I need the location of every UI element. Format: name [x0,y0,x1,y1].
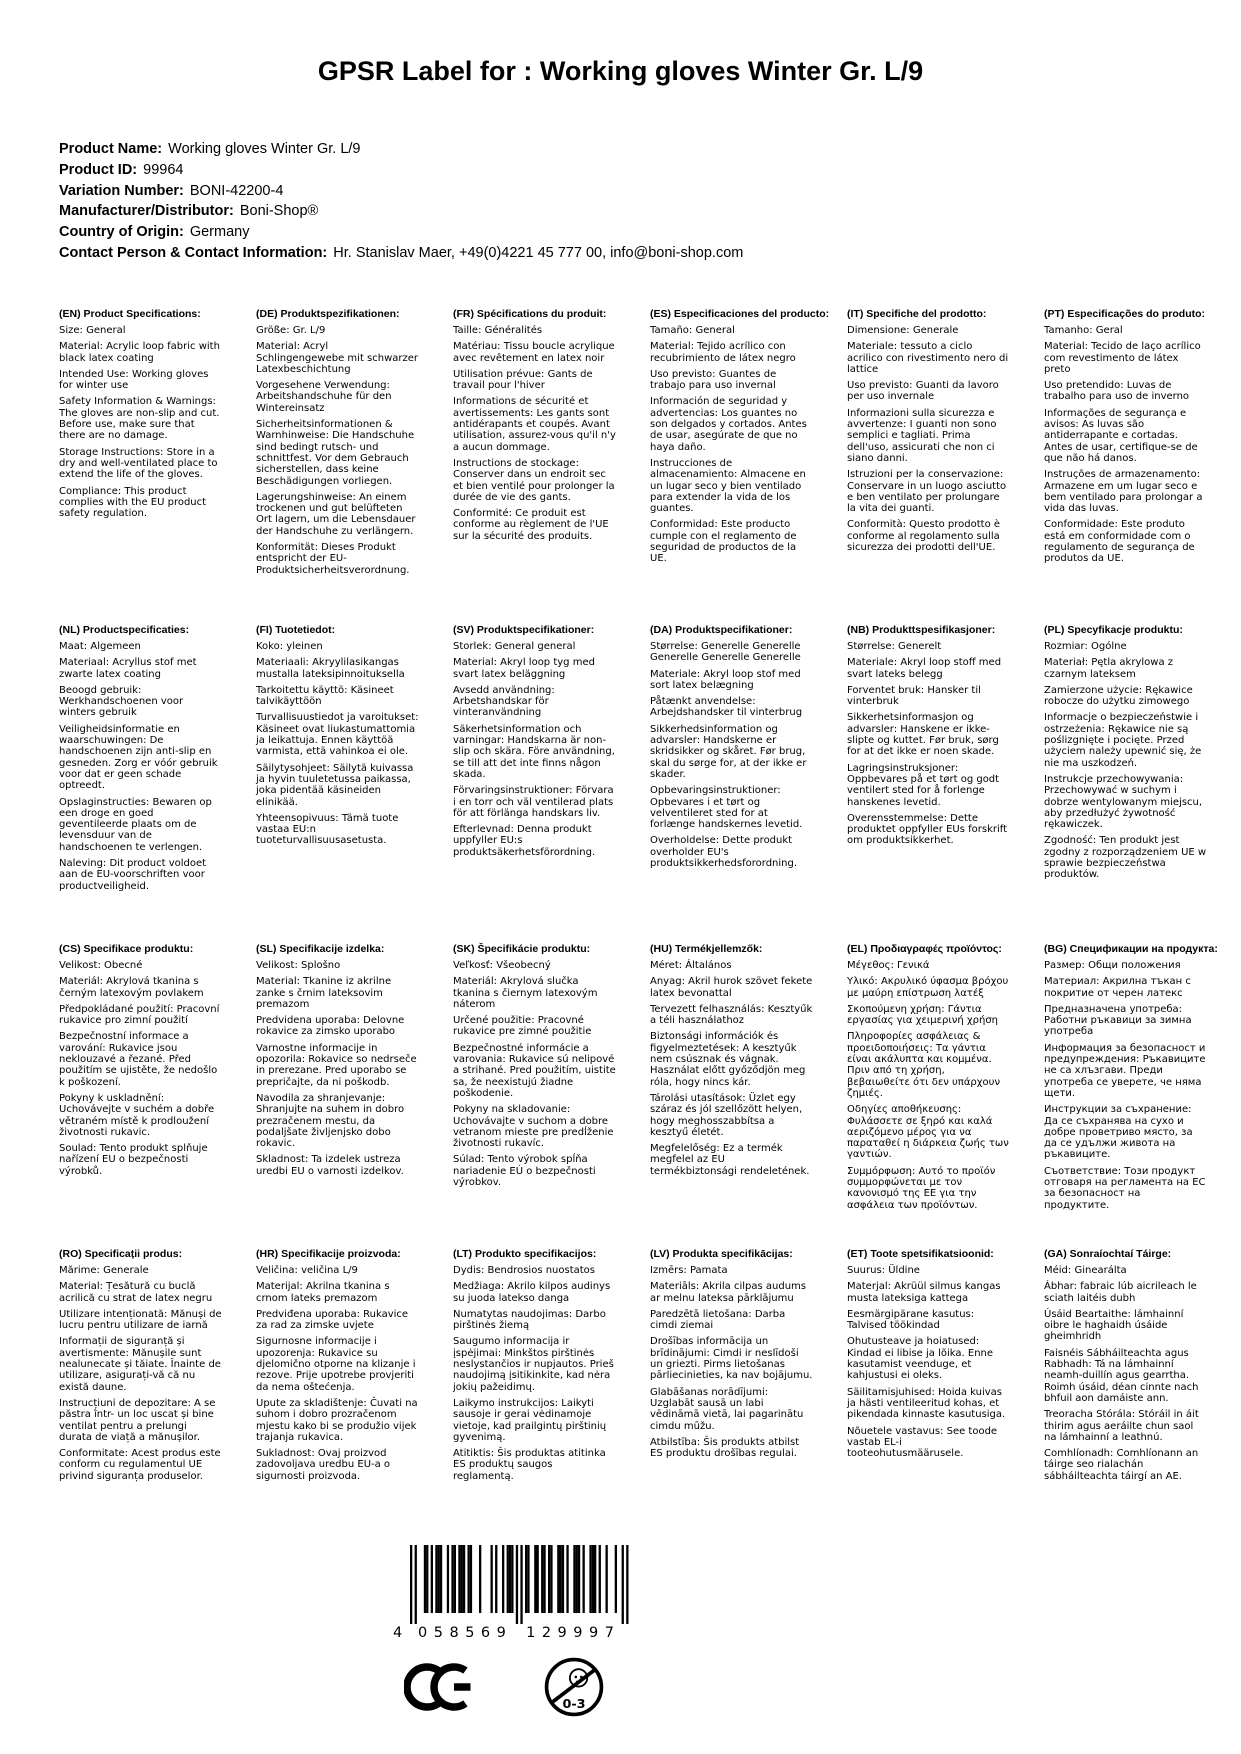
spec-item: Instruções de armazenamento: Armazene em um lugar seco e bem ventilado para prolongar a vida das luvas. [1044,469,1203,515]
spec-item: Материал: Акрилна тъкан с покритие от черен латекс [1044,976,1191,999]
spec-item: Drošības informācija un brīdinājumi: Cimdi ir neslīdoši un griezti. Pirms lietošanas pārliecinieties, ka nav bojājumu. [650,1336,813,1382]
lang-block-ro [59,1248,256,1487]
spec-item: Conformité: Ce produit est conforme au règlement de l'UE sur la sécurité des produits. [453,508,609,542]
lang-block-it [847,308,1044,624]
lang-heading: (NL) Productspecificaties: [59,624,190,636]
spec-item: Paredzētā lietošana: Darba cimdi ziemai [650,1308,786,1332]
spec-item: Størrelse: Generelt [847,641,942,652]
product-info-row [59,139,743,160]
product-info-label: Contact Person & Contact Information: [59,244,328,261]
lang-heading: (NB) Produkttspesifikasjoner: [847,624,996,636]
product-info-value: Germany [189,224,250,241]
spec-item: Conformidade: Este produto está em conformidade com o regulamento de segurança de produtos da UE. [1044,519,1195,565]
spec-item: Beoogd gebruik: Werkhandschoenen voor winters gebruik [59,684,184,719]
spec-item: Pokyny na skladovanie: Uchovávajte v suchom a dobre vetranom mieste pre predĺženie životnosti rukavíc. [453,1104,614,1150]
spec-item: Πληροφορίες ασφάλειας & προειδοποιήσεις: Τα γάντια είναι ακάλυπτα και κομμένα. Πριν από τη χρήση, βεβαιωθείτε ότι δεν υπάρχουν ζημιές. [847,1031,1001,1099]
spec-item: Materijal: Akrilna tkanina s crnom lateks premazom [256,1281,390,1304]
spec-item: Laikymo instrukcijos: Laikyti sausoje ir gerai vėdinamoje vietoje, kad prailgintų pirštinių gyvenimą. [453,1397,607,1443]
spec-item: Ábhar: fabraic lúb aicrileach le sciath laitéis dubh [1044,1281,1197,1304]
spec-item: Størrelse: Generelle Generelle Generelle Generelle Generelle [650,641,801,664]
spec-item: Materiał: Pętla akrylowa z czarnym lateksem [1044,657,1174,680]
spec-item: Υλικό: Ακρυλικό ύφασμα βρόχου με μαύρη επίστρωση λατέξ [847,976,1009,999]
spec-item: Instructions de stockage: Conserver dans un endroit sec et bien ventilé pour prolonger la durée de vie des gants. [453,457,615,503]
spec-item: Storage Instructions: Store in a dry and well-ventilated place to extend the life of the gloves. [59,446,218,481]
spec-item: Säkerhetsinformation och varningar: Handskarna är non-slip och skära. Före användning, se till att det inte finns någon skada. [453,723,615,780]
spec-item: Size: General [59,325,126,336]
age-warning-0-3-icon [542,1655,606,1719]
spec-item: Lagringsinstruksjoner: Oppbevares på et tørt og godt ventilert sted for å forlenge hanskenes levetid. [847,762,1000,808]
product-info-row [59,243,743,264]
barcode-digit-first: 4 [393,1625,403,1641]
spec-item: Faisnéis Sábháilteachta agus Rabhadh: Tá na lámhainní neamh-duillín agus gearrtha. Roimh úsáid, déan cinnte nach bhfuil aon damáiste ann. [1044,1347,1199,1404]
spec-item: Mărime: Generale [59,1265,149,1276]
lang-block-nl [59,624,256,943]
spec-item: Sukladnost: Ovaj proizvod zadovoljava uredbu EU-a o sigurnosti proizvoda. [256,1448,391,1482]
lang-heading: (DA) Produktspecifikationer: [650,624,793,636]
spec-item: Съответствие: Този продукт отговаря на регламента на ЕС за безопасност на продуктите. [1044,1165,1206,1211]
spec-item: Material: Acrylic loop fabric with black latex coating [59,341,220,364]
spec-item: Informations de sécurité et avertissements: Les gants sont antidérapants et coupés. Avant utilisation, assurez-vous qu'il n'y a aucun dommage. [453,396,616,453]
spec-item: Sigurnosne informacije i upozorenja: Rukavice su djelomično otporne na klizanje i rezove. Prije upotrebe provjeriti da nema oštećenja. [256,1336,416,1393]
spec-item: Taille: Généralités [453,325,543,336]
spec-item: Instrucciones de almacenamiento: Almacene en un lugar seco y bien ventilado para extender la vida de los guantes. [650,457,806,515]
spec-item: Yhteensopivuus: Tämä tuote vastaa EU:n tuoteturvallisuusasetusta. [256,812,399,847]
lang-block-fr [453,308,650,624]
spec-item: Materiál: Akrylová tkanina s černým latexovým povlakem [59,976,204,999]
spec-item: Conformità: Questo prodotto è conforme al regolamento sulla sicurezza dei prodotti dell'UE. [847,519,1001,554]
specifications-grid [59,308,1241,1487]
spec-item: Συμμόρφωση: Αυτό το προϊόν συμμορφώνεται με τον κανονισμό της ΕΕ για την ασφάλεια των προϊόντων. [847,1165,996,1211]
barcode-digit-group: 058569 [418,1625,513,1641]
lang-block-el [847,943,1044,1248]
spec-item: Naleving: Dit product voldoet aan de EU-voorschriften voor productveiligheid. [59,858,207,892]
spec-item: Koko: yleinen [256,641,323,652]
lang-block-hu [650,943,847,1248]
product-info-row [59,160,743,181]
spec-item: Material: Tejido acrílico con recubrimiento de látex negro [650,341,796,364]
spec-item: Izmērs: Pamata [650,1265,728,1276]
spec-item: Avsedd användning: Arbetshandskar för vinteranvändning [453,684,555,719]
spec-item: Μέγεθος: Γενικά [847,960,930,971]
spec-item: Säilitamisjuhised: Hoida kuivas ja hästi ventileeritud kohas, et pikendada kinnaste kasutusiga. [847,1386,1006,1421]
spec-item: Uso previsto: Guantes de trabajo para uso invernal [650,368,777,392]
product-info-label: Manufacturer/Distributor: [59,203,234,220]
spec-item: Tamanho: Geral [1044,325,1123,336]
lang-block-ga [1044,1248,1241,1487]
spec-item: Velikost: Splošno [256,960,341,971]
spec-item: Conformidad: Este producto cumple con el reglamento de seguridad de productos de la UE. [650,519,797,565]
spec-item: Comhlíonadh: Comhlíonann an táirge seo rialachán sábháilteachta táirgí an AE. [1044,1448,1199,1482]
spec-item: Materiale: tessuto a ciclo acrilico con rivestimento nero di lattice [847,341,1009,375]
spec-item: Informazioni sulla sicurezza e avvertenze: I guanti non sono semplici e tagliati. Prima dell'uso, assicurati che non ci siano danni. [847,407,997,464]
lang-block-sk [453,943,650,1248]
spec-item: Rozmiar: Ogólne [1044,641,1127,652]
page-title: GPSR Label for : Working gloves Winter Gr. L/9 [317,56,924,86]
lang-block-bg [1044,943,1241,1248]
spec-item: Súlad: Tento výrobok spĺňa nariadenie EÚ o bezpečnosti výrobkov. [453,1154,596,1189]
lang-block-es [650,308,847,624]
lang-block-de [256,308,453,624]
spec-item: Megfelelőség: Ez a termék megfelel az EU termékbiztonsági rendeletének. [650,1143,810,1177]
spec-item: Säilytysohjeet: Säilytä kuivassa ja hyvin tuuletetussa paikassa, joka pidentää käsineiden elinikää. [256,762,414,808]
product-info-row [59,222,743,243]
product-info-value: Working gloves Winter Gr. L/9 [168,141,361,157]
spec-item: Overholdelse: Dette produkt overholder EU's produktsikkerhedsforordning. [650,835,798,870]
lang-heading: (SK) Špecifikácie produktu: [453,943,591,955]
spec-item: Sicherheitsinformationen & Warnhinweise: Die Handschuhe sind bedingt rutsch- und schnittfest. Vor dem Gebrauch sicherstellen, dass keine Beschädigungen vorliegen. [256,419,415,487]
spec-item: Safety Information & Warnings: The gloves are non-slip and cut. Before use, make sure that there are no damage. [59,396,220,442]
spec-item: Turvallisuustiedot ja varoitukset: Käsineet ovat liukastumattomia ja leikattuja. Ennen käyttöä varmista, että vahinkoa ei ole. [256,712,419,758]
lang-heading: (HR) Specifikacije proizvoda: [256,1248,401,1260]
spec-item: Zgodność: Ten produkt jest zgodny z rozporządzeniem UE w sprawie bezpieczeństwa produktów. [1044,835,1207,881]
product-info-label: Country of Origin: [59,224,184,241]
spec-item: Skladnost: Ta izdelek ustreza uredbi EU o varnosti izdelkov. [256,1154,404,1177]
product-info-value: Boni-Shop® [239,203,319,220]
spec-item: Forventet bruk: Hansker til vinterbruk [847,684,981,708]
lang-block-lt [453,1248,650,1487]
lang-block-en [59,308,256,624]
spec-item: Atitiktis: Šis produktas atitinka ES produktų saugos reglamentą. [453,1448,606,1482]
spec-item: Atbilstība: Šis produkts atbilst ES produktu drošības regulai. [650,1436,800,1460]
lang-heading: (RO) Specificații produs: [59,1248,183,1260]
product-info-value: Hr. Stanislav Maer, +49(0)4221 45 777 00, info@boni-shop.com [333,244,744,261]
lang-heading: (DE) Produktspezifikationen: [256,308,400,320]
lang-heading: (HU) Termékjellemzők: [650,943,763,955]
spec-item: Instrukcje przechowywania: Przechowywać w suchym i dobrze wentylowanym miejscu, aby przedłużyć żywotność rękawiczek. [1044,773,1203,831]
spec-item: Velikost: Obecné [59,960,143,971]
spec-item: Material: Tkanine iz akrilne zanke s črnim lateksovim premazom [256,976,392,1010]
spec-item: Размер: Общи положения [1044,960,1181,971]
spec-item: Información de seguridad y advertencias: Los guantes no son delgados y cortados. Antes de usar, asegúrate de que no haya daño. [650,396,807,453]
spec-item: Maat: Algemeen [59,641,141,652]
spec-item: Dydis: Bendrosios nuostatos [453,1265,596,1276]
spec-item: Conformitate: Acest produs este conform cu regulamentul UE privind siguranța produselor. [59,1448,221,1482]
lang-heading: (LV) Produkta specifikācijas: [650,1248,793,1260]
spec-item: Veiligheidsinformatie en waarschuwingen: De handschoenen zijn anti-slip en gesneden. Zorg er vóór gebruik voor dat er geen schade optreedt. [59,723,218,792]
product-info-row [59,181,743,202]
spec-item: Treoracha Stórála: Stóráil in áit thirim agus aeráilte chun saol na lámhainní a leathnú. [1044,1409,1199,1443]
ce-mark-icon [404,1662,476,1712]
lang-heading: (ET) Toote spetsifikatsioonid: [847,1248,994,1260]
spec-item: Tervezett felhasználás: Kesztyűk a téli használathoz [650,1003,813,1027]
spec-item: Nõuetele vastavus: See toode vastab EL-i tooteohutusmäärusele. [847,1425,998,1460]
spec-item: Overensstemmelse: Dette produktet oppfyller EUs forskrift om produktsikkerhet. [847,812,1008,847]
lang-heading: (SL) Specifikacije izdelka: [256,943,385,955]
product-info-row [59,201,743,222]
barcode [390,1545,650,1642]
spec-item: Utilizare intenționată: Mănuși de lucru pentru utilizare de iarnă [59,1308,222,1332]
spec-item: Påtænkt anvendelse: Arbejdshandsker til vinterbrug [650,696,803,719]
spec-item: Opslaginstructies: Bewaren op een droge en goed geventileerde plaats om de levensduur van de handschoenen te verlengen. [59,796,212,853]
spec-item: Konformität: Dieses Produkt entspricht der EU-Produktsicherheitsverordnung. [256,542,410,576]
lang-block-hr [256,1248,453,1487]
product-info-label: Product Name: [59,141,163,157]
spec-item: Predviđena uporaba: Rukavice za rad za zimske uvjete [256,1308,409,1332]
lang-block-sv [453,624,650,943]
spec-item: Utilisation prévue: Gants de travail pour l'hiver [453,368,593,392]
spec-item: Méret: Általános [650,960,732,971]
spec-item: Materiál: Akrylová slučka tkanina s čiernym latexovým náterom [453,976,598,1010]
product-info-block [59,139,743,264]
spec-item: Größe: Gr. L/9 [256,325,326,336]
spec-item: Veličina: veličina L/9 [256,1265,358,1276]
lang-heading: (EL) Προδιαγραφές προϊόντος: [847,943,1002,955]
lang-block-cs [59,943,256,1248]
lang-block-lv [650,1248,847,1487]
lang-heading: (LT) Produkto specifikacijos: [453,1248,597,1260]
lang-heading: (GA) Sonraíochtaí Táirge: [1044,1248,1172,1260]
spec-item: Matériau: Tissu boucle acrylique avec revêtement en latex noir [453,341,615,364]
spec-item: Varnostne informacije in opozorila: Rokavice so nedrseče in prerezane. Pred uporabo se prepričajte, da ni poškodb. [256,1042,417,1088]
spec-item: Medžiaga: Akrilo kilpos audinys su juoda latekso danga [453,1281,611,1304]
spec-item: Förvaringsinstruktioner: Förvara i en torr och väl ventilerad plats för att förlänga handskars liv. [453,785,614,819]
compliance-symbols [404,1655,634,1719]
lang-block-sl [256,943,453,1248]
lang-heading: (PT) Especificações do produto: [1044,308,1206,320]
spec-item: Compliance: This product complies with the EU product safety regulation. [59,485,207,520]
spec-item: Informații de siguranță și avertismente: Mănușile sunt nealunecate și tăiate. Înainte de utilizare, asigurați-vă că nu există daune. [59,1336,221,1393]
lang-block-nb [847,624,1044,943]
spec-item: Instrucțiuni de depozitare: A se păstra într- un loc uscat și bine ventilat pentru a prelungi durata de viață a mănușilor. [59,1397,216,1443]
product-info-label: Product ID: [59,161,138,178]
product-info-value: 99964 [143,161,184,178]
product-info-value: BONI-42200-4 [189,182,284,199]
spec-item: Saugumo informacija ir įspėjimai: Minkštos pirštinės neslystančios ir nupjautos. Prieš naudojimą įsitikinkite, kad nėra jokių pažeidimų. [453,1336,614,1393]
spec-item: Uso previsto: Guanti da lavoro per uso invernale [847,380,999,403]
spec-item: Dimensione: Generale [847,325,959,336]
spec-item: Предназначена употреба: Работни ръкавици за зимна употреба [1044,1003,1192,1038]
age-warning-label: 0-3 [562,1697,586,1713]
lang-block-et [847,1248,1044,1487]
spec-item: Material: Țesătură cu buclă acrilică cu strat de latex negru [59,1281,213,1304]
spec-item: Инструкции за съхранение: Да се съхранява на сухо и добре проветриво място, за да се удължи живота на ръкавиците. [1044,1104,1193,1161]
spec-item: Οδηγίες αποθήκευσης: Φυλάσσετε σε ξηρό και καλά αεριζόμενο μέρος για να παραταθεί η διάρκεια ζωής των γαντιών. [847,1104,1009,1161]
spec-item: Navodila za shranjevanje: Shranjujte na suhem in dobro prezračenem mestu, da podaljšate življenjsko dobo rokavic. [256,1092,405,1150]
spec-item: Úsáid Beartaithe: lámhainní oibre le haghaidh úsáide gheimhridh [1044,1308,1184,1343]
lang-block-fi [256,624,453,943]
spec-item: Soulad: Tento produkt splňuje nařízení EU o bezpečnosti výrobků. [59,1143,208,1177]
spec-item: Vorgesehene Verwendung: Arbeitshandschuhe für den Wintereinsatz [256,380,392,414]
product-info-label: Variation Number: [59,182,184,199]
spec-item: Zamierzone użycie: Rękawice robocze do użytku zimowego [1044,684,1193,708]
lang-block-pt [1044,308,1241,624]
spec-item: Tamaño: General [650,325,735,336]
spec-item: Tárolási utasítások: Üzlet egy száraz és jól szellőzött helyen, hogy meghosszabbítsa a kesztyű életét. [650,1092,803,1138]
spec-item: Bezpečnostné informácie a varovania: Rukavice sú nelipové a strihané. Pred použitím, uistite sa, že neexistujú žiadne poškodenie. [453,1042,616,1099]
spec-item: Sikkerhetsinformasjon og advarsler: Hanskene er ikke-slipte og kuttet. Før bruk, sørg for at det ikke er noen skade. [847,712,999,758]
lang-heading: (ES) Especificaciones del producto: [650,308,830,320]
spec-item: Sikkerhedsinformation og advarsler: Handskerne er skridsikker og skåret. Før brug, skal du sørge for, at der ikke er skader. [650,723,807,780]
spec-item: Informações de segurança e avisos: As luvas são antiderrapante e cortadas. Antes de usar, certifique-se de que não há danos. [1044,407,1198,464]
spec-item: Pokyny k uskladnění: Uchovávejte v suchém a dobře větraném místě k prodloužení životnosti rukavic. [59,1092,215,1138]
lang-block-da [650,624,847,943]
lang-heading: (PL) Specyfikacje produktu: [1044,624,1183,636]
barcode-digit-group: 129997 [526,1625,621,1641]
spec-item: Predvidena uporaba: Delovne rokavice za zimsko uporabo [256,1015,405,1038]
lang-heading: (FR) Spécifications du produit: [453,308,607,320]
spec-item: Intended Use: Working gloves for winter use [59,368,209,392]
spec-item: Veľkosť: Všeobecný [453,960,551,971]
spec-item: Tarkoitettu käyttö: Käsineet talvikäyttöön [256,684,394,708]
spec-item: Istruzioni per la conservazione: Conservare in un luogo asciutto e ben ventilato per prolungare la vita dei guanti. [847,469,1007,515]
spec-item: Storlek: General general [453,641,576,652]
lang-heading: (IT) Specifiche del prodotto: [847,308,987,320]
spec-item: Efterlevnad: Denna produkt uppfyller EU:s produktsäkerhetsförordning. [453,824,596,858]
spec-item: Opbevaringsinstruktioner: Opbevares i et tørt og velventileret sted for at forlænge handskernes levetid. [650,785,803,831]
spec-item: Material: Acryl Schlingengewebe mit schwarzer Latexbeschichtung [256,341,419,375]
lang-heading: (CS) Specifikace produktu: [59,943,194,955]
spec-item: Numatytas naudojimas: Darbo pirštinės žiemą [453,1308,606,1332]
lang-heading: (SV) Produktspecifikationer: [453,624,595,636]
lang-heading: (BG) Спецификации на продукта: [1044,943,1218,955]
spec-item: Lagerungshinweise: An einem trockenen und gut belüfteten Ort lagern, um die Lebensdauer der Handschuhe zu verlängern. [256,491,416,537]
spec-item: Eesmärgipärane kasutus: Talvised töökindad [847,1308,975,1332]
spec-item: Určené použitie: Pracovné rukavice pre zimné použitie [453,1015,592,1038]
spec-item: Информация за безопасност и предупреждения: Ръкавиците не са хлъзгави. Преди употреба се уверете, че няма щети. [1044,1042,1206,1099]
spec-item: Biztonsági információk és figyelmeztetések: A kesztyűk nem csúsznak és vágnak. Használat előtt győződjön meg róla, hogy nincs kár. [650,1031,806,1088]
spec-item: Material: Tecido de laço acrílico com revestimento de látex preto [1044,341,1201,375]
lang-heading: (EN) Product Specifications: [59,308,201,320]
spec-item: Upute za skladištenje: Čuvati na suhom i dobro prozračenom mjestu kako bi se produžio vijek trajanja rukavica. [256,1397,418,1443]
spec-item: Glabāšanas norādījumi: Uzglabāt sausā un labi vēdināmā vietā, lai pagarinātu cimdu mūžu. [650,1386,804,1432]
spec-item: Předpokládané použití: Pracovní rukavice pro zimní použití [59,1003,220,1027]
spec-item: Materiale: Akryl loop stof med sort latex belægning [650,668,801,691]
spec-item: Materjal: Akrüül silmus kangas musta lateksiga kattega [847,1281,1001,1304]
spec-item: Materiāls: Akrila cilpas audums ar melnu lateksa pārklājumu [650,1281,807,1304]
spec-item: Informacje o bezpieczeństwie i ostrzeżenia: Rękawice nie są poślizgnięte i pocięte. Przed użyciem należy upewnić się, że nie ma uszkodzeń. [1044,712,1202,769]
spec-item: Materiaali: Akryylilasikangas mustalla lateksipinnoituksella [256,657,405,680]
spec-item: Méid: Ginearálta [1044,1265,1127,1276]
spec-item: Materiaal: Acryllus stof met zwarte latex coating [59,657,197,680]
spec-item: Anyag: Akril hurok szövet fekete latex bevonattal [650,976,813,999]
spec-item: Σκοπούμενη χρήση: Γάντια εργασίας για χειμερινή χρήση [847,1003,999,1027]
spec-item: Ohutusteave ja hoiatused: Kindad ei libise ja lõika. Enne kasutamist veenduge, et kahjustusi ei oleks. [847,1336,994,1382]
lang-heading: (FI) Tuotetiedot: [256,624,336,636]
lang-block-pl [1044,624,1241,943]
spec-item: Material: Akryl loop tyg med svart latex beläggning [453,657,595,680]
spec-item: Uso pretendido: Luvas de trabalho para uso de inverno [1044,380,1190,403]
spec-item: Bezpečnostní informace a varování: Rukavice jsou neklouzavé a řezané. Před použitím se ujistěte, že nedošlo k poškození. [59,1031,218,1088]
spec-item: Suurus: Üldine [847,1265,920,1276]
spec-item: Materiale: Akryl loop stoff med svart lateks belegg [847,657,1002,680]
